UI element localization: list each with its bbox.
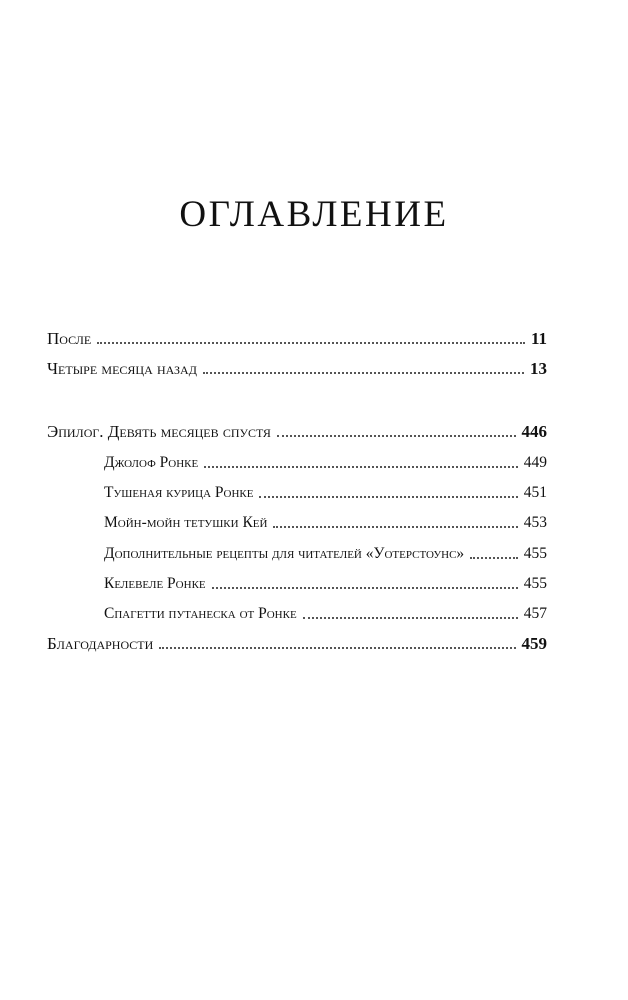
dot-leader <box>159 646 515 649</box>
toc-entry-page: 455 <box>523 545 547 562</box>
toc-subentry-dop-retsepty <box>104 543 547 565</box>
toc-entry-label: Мойн-мойн тетушки Кей <box>104 514 268 531</box>
dot-leader <box>273 525 517 528</box>
toc-entry-label: Тушеная курица Ронке <box>104 484 254 501</box>
dot-leader <box>277 434 516 437</box>
toc-entry-page: 449 <box>523 454 547 471</box>
toc-entry-page: 457 <box>523 605 547 622</box>
dot-leader <box>212 586 518 589</box>
page-title: ОГЛАВЛЕНИЕ <box>179 194 449 235</box>
toc-entry-label: Благодарности <box>47 634 154 653</box>
toc-entry-label: Четыре месяца назад <box>47 359 197 378</box>
toc-entry-label: Эпилог. Девять месяцев спустя <box>47 422 271 441</box>
toc-subentry-tushenaya-kuritsa <box>104 482 547 504</box>
toc-entry-page: 446 <box>521 422 547 441</box>
toc-entry-posle <box>47 328 547 350</box>
toc-entry-page: 459 <box>521 634 547 653</box>
toc-entry-label: Джолоф Ронке <box>104 454 199 471</box>
toc-subentry-spagetti <box>104 603 547 625</box>
toc-entry-page: 453 <box>523 514 547 531</box>
toc-entry-label: Дополнительные рецепты для читателей «Уотерстоунс» <box>104 545 465 562</box>
toc-subentry-jolof <box>104 452 547 474</box>
dot-leader <box>259 495 517 498</box>
toc-subentry-moin-moin <box>104 512 547 534</box>
dot-leader <box>303 616 518 619</box>
dot-leader <box>203 371 524 374</box>
toc-entry-label: Келевеле Ронке <box>104 575 206 592</box>
dot-leader <box>97 341 525 344</box>
toc-entry-page: 13 <box>530 359 547 378</box>
toc-entry-epilog <box>47 421 547 443</box>
toc-entry-label: Спагетти путанеска от Ронке <box>104 605 297 622</box>
toc-entry-page: 11 <box>530 329 547 348</box>
dot-leader <box>470 556 518 559</box>
dot-leader <box>204 465 518 468</box>
toc-entry-page: 451 <box>523 484 547 501</box>
toc-entry-page: 455 <box>523 575 547 592</box>
toc-entry-chetyre-mesyatsa-nazad <box>47 358 547 380</box>
toc-entry-label: После <box>47 329 92 348</box>
toc-subentry-keleve <box>104 573 547 595</box>
toc-entry-blagodarnosti <box>47 633 547 655</box>
